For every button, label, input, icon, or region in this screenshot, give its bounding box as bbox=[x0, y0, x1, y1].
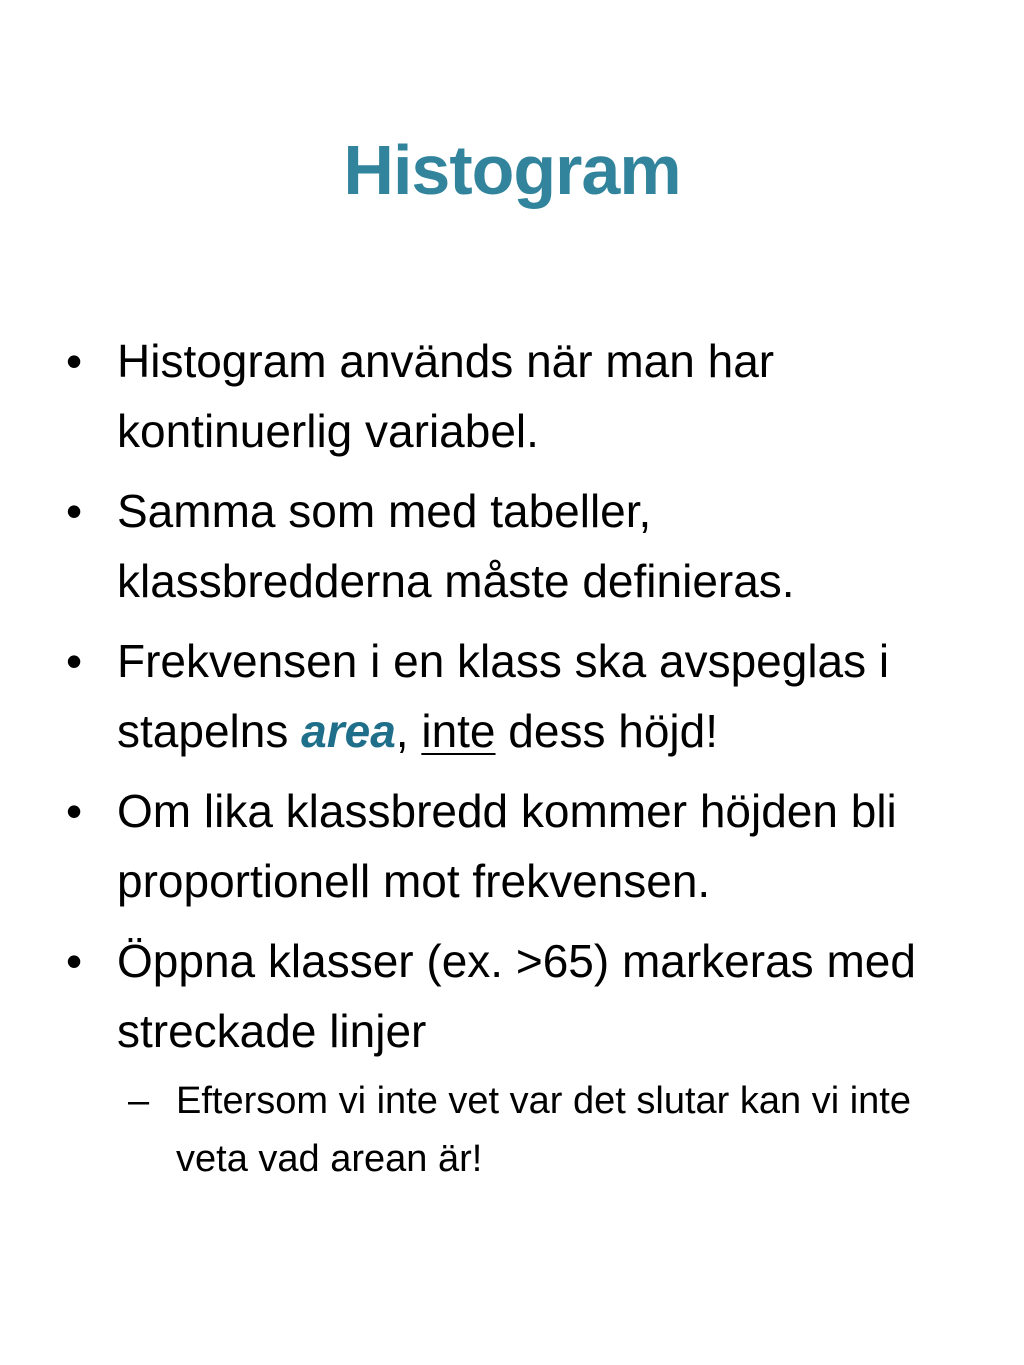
bullet-item bbox=[66, 326, 966, 466]
bullet-text bbox=[117, 635, 889, 757]
bullet-marker: • bbox=[66, 935, 83, 987]
bullet-item bbox=[66, 926, 966, 1188]
bullet-marker: • bbox=[66, 635, 83, 687]
bullet-text: Öppna klasser (ex. >65) markeras med streckade linjer bbox=[117, 935, 916, 1057]
subbullet-text: Eftersom vi inte vet var det slutar kan vi inte veta vad arean är! bbox=[176, 1080, 911, 1180]
bullet-item bbox=[66, 776, 966, 916]
bullet-text-part: Frekvensen i en klass ska avspeglas i stapelns bbox=[117, 635, 890, 757]
bullet-text-part: dess höjd! bbox=[495, 705, 718, 757]
bullet-marker: • bbox=[66, 335, 83, 387]
subbullet-marker: – bbox=[128, 1080, 150, 1122]
bullet-text-part: , bbox=[395, 705, 422, 757]
bullet-marker: • bbox=[66, 485, 83, 537]
slide-title: Histogram bbox=[343, 131, 681, 209]
bullet-text: Om lika klassbredd kommer höjden bli proportionell mot frekvensen. bbox=[117, 785, 897, 907]
bullet-item bbox=[66, 476, 966, 616]
bullet-marker: • bbox=[66, 785, 83, 837]
bullet-text: Samma som med tabeller, klassbredderna måste definieras. bbox=[117, 485, 795, 607]
subbullet-item bbox=[66, 1072, 966, 1188]
underlined-word: inte bbox=[421, 705, 496, 757]
bullet-text: Histogram används när man har kontinuerlig variabel. bbox=[117, 335, 775, 457]
bullet-list bbox=[66, 326, 966, 1198]
bullet-item bbox=[66, 626, 966, 766]
emphasis-word: area bbox=[301, 705, 396, 757]
